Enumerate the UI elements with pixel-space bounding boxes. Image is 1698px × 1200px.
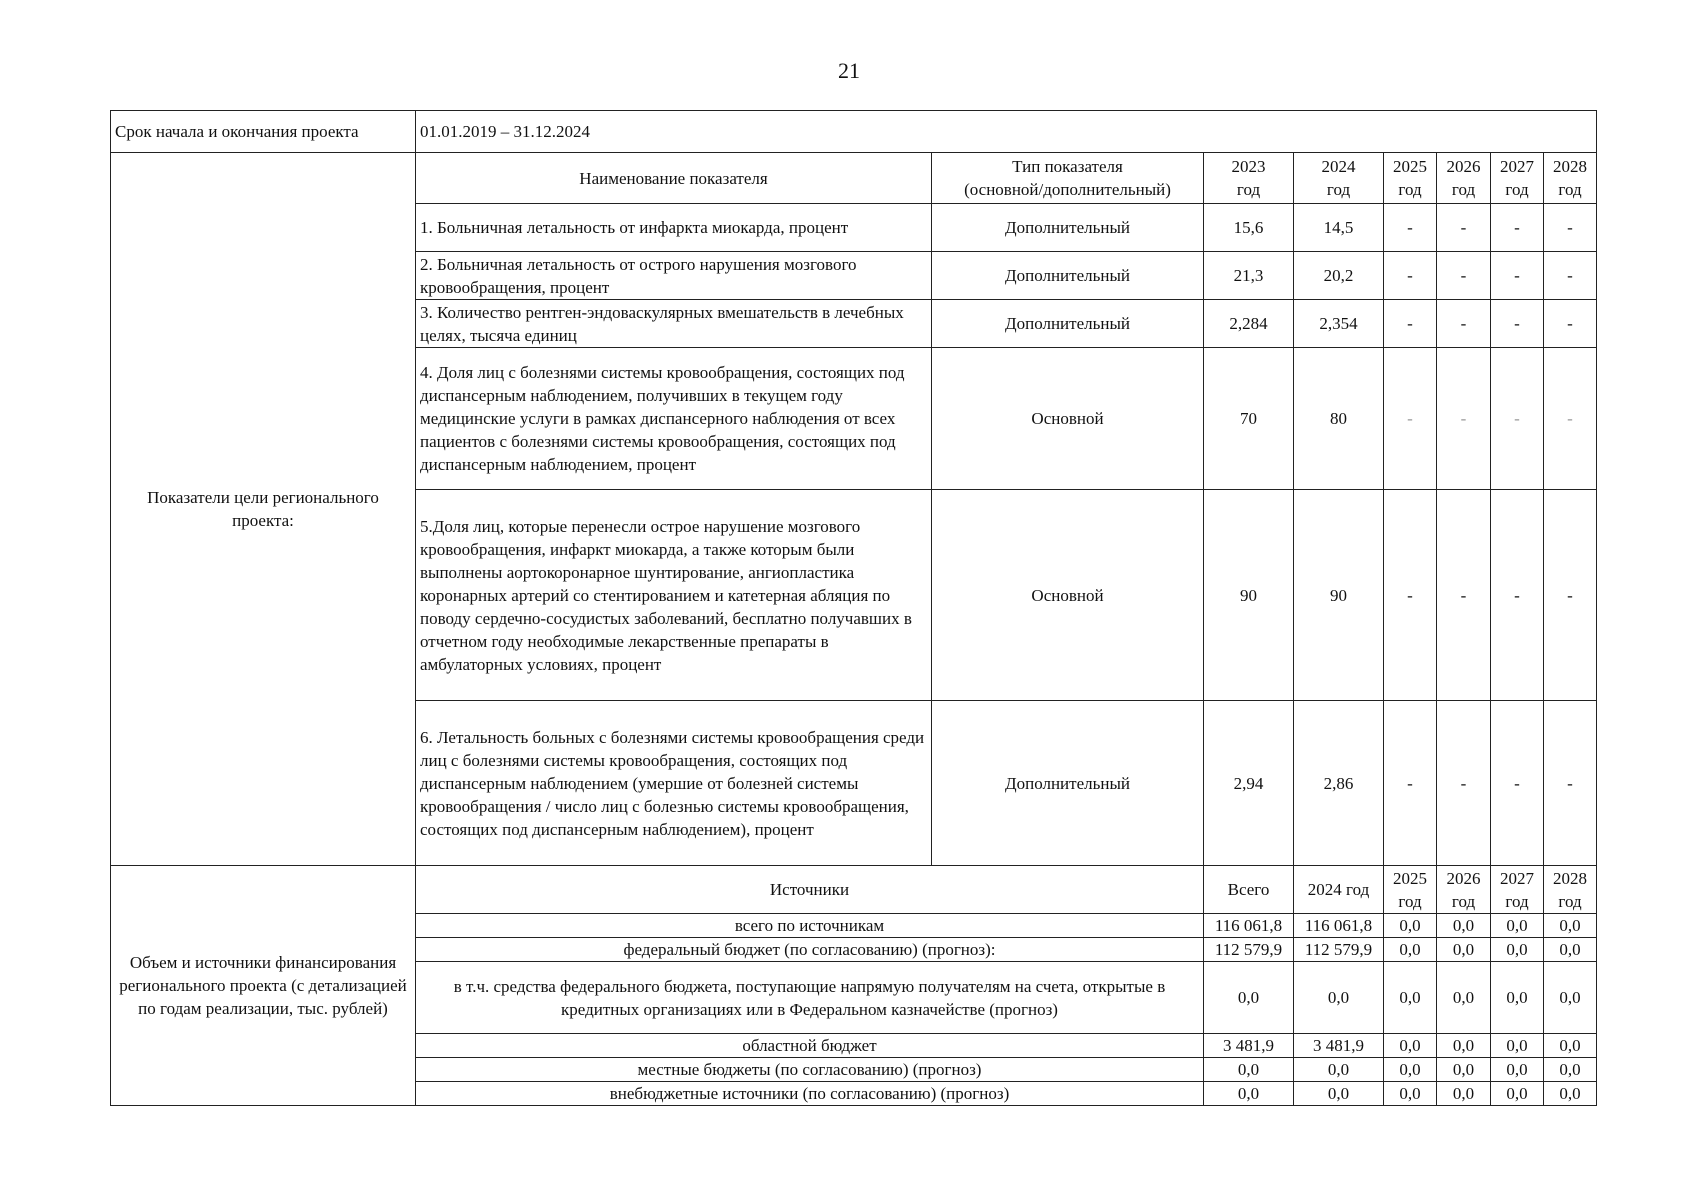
indicator-value: - [1437, 252, 1491, 300]
indicator-type: Дополнительный [932, 252, 1204, 300]
indicator-name: 1. Больничная летальность от инфаркта миокарда, процент [416, 204, 932, 252]
indicator-value: 20,2 [1294, 252, 1384, 300]
type-header-line1: Тип показателя [1012, 157, 1123, 176]
funding-value: 0,0 [1491, 1034, 1544, 1058]
indicator-value: - [1491, 348, 1544, 490]
funding-value: 112 579,9 [1294, 938, 1384, 962]
indicator-type: Основной [932, 348, 1204, 490]
indicator-value: - [1491, 204, 1544, 252]
indicator-name: 6. Летальность больных с болезнями системы кровообращения среди лиц с болезнями системы кровообращения, состоящих под диспансерным наблюдением (умершие от болезней системы кровообращения / число лиц с болезнью системы кровообращения, состоящих под диспансерным наблюдением), процент [416, 701, 932, 866]
page-number: 21 [838, 58, 860, 83]
funding-value: 0,0 [1544, 938, 1597, 962]
indicator-value: - [1544, 300, 1597, 348]
indicator-name: 2. Больничная летальность от острого нарушения мозгового кровообращения, процент [416, 252, 932, 300]
funding-value: 0,0 [1437, 962, 1491, 1034]
indicator-type: Дополнительный [932, 204, 1204, 252]
indicators-header-row [111, 153, 1597, 204]
indicator-value: - [1437, 490, 1491, 701]
indicator-value: - [1491, 701, 1544, 866]
indicator-value: - [1384, 701, 1437, 866]
indicator-value: - [1437, 348, 1491, 490]
funding-source: внебюджетные источники (по согласованию) (прогноз) [416, 1082, 1204, 1106]
indicator-value: 70 [1204, 348, 1294, 490]
funding-value: 0,0 [1204, 962, 1294, 1034]
indicator-type: Дополнительный [932, 701, 1204, 866]
funding-value: 112 579,9 [1204, 938, 1294, 962]
funding-source: всего по источникам [416, 914, 1204, 938]
indicator-type: Дополнительный [932, 300, 1204, 348]
indicator-name: 4. Доля лиц с болезнями системы кровообращения, состоящих под диспансерным наблюдением, получивших в текущем году медицинские услуги в рамках диспансерного наблюдения от всех пациентов с болезнями системы кровообращения, состоящих под диспансерным наблюдением, процент [416, 348, 932, 490]
indicator-value: 21,3 [1204, 252, 1294, 300]
funding-value: 0,0 [1294, 962, 1384, 1034]
indicator-value: - [1437, 300, 1491, 348]
indicator-type-header [932, 153, 1204, 204]
indicator-value: - [1384, 490, 1437, 701]
indicator-value: - [1384, 348, 1437, 490]
indicator-value: - [1384, 300, 1437, 348]
year-header-2023: 2023 год [1204, 153, 1294, 204]
funding-value: 0,0 [1544, 962, 1597, 1034]
indicator-value: - [1544, 701, 1597, 866]
funding-value: 0,0 [1491, 1058, 1544, 1082]
indicator-value: 2,86 [1294, 701, 1384, 866]
funding-header-row [111, 866, 1597, 914]
funding-year-header-2025: 2025 год [1384, 866, 1437, 914]
funding-value: 0,0 [1384, 962, 1437, 1034]
indicator-name-header: Наименование показателя [416, 153, 932, 204]
funding-value: 0,0 [1437, 1034, 1491, 1058]
funding-value: 0,0 [1294, 1058, 1384, 1082]
funding-value: 3 481,9 [1294, 1034, 1384, 1058]
term-label: Срок начала и окончания проекта [111, 111, 416, 153]
indicator-value: - [1491, 300, 1544, 348]
funding-value: 0,0 [1437, 914, 1491, 938]
funding-value: 0,0 [1384, 1034, 1437, 1058]
indicator-value: 80 [1294, 348, 1384, 490]
funding-value: 0,0 [1204, 1058, 1294, 1082]
funding-value: 0,0 [1437, 1058, 1491, 1082]
indicator-name: 3. Количество рентген-эндоваскулярных вмешательств в лечебных целях, тысяча единиц [416, 300, 932, 348]
funding-value: 0,0 [1544, 1058, 1597, 1082]
funding-source: местные бюджеты (по согласованию) (прогноз) [416, 1058, 1204, 1082]
funding-value: 0,0 [1437, 938, 1491, 962]
indicators-section-label: Показатели цели регионального проекта: [111, 153, 416, 866]
indicator-name: 5.Доля лиц, которые перенесли острое нарушение мозгового кровообращения, инфаркт миокарда, а также которым были выполнены аортокоронарное шунтирование, ангиопластика коронарных артерий со стентированием и катетерная абляция по поводу сердечно-сосудистых заболеваний, бесплатно получавших в отчетном году необходимые лекарственные препараты в амбулаторных условиях, процент [416, 490, 932, 701]
funding-value: 0,0 [1384, 938, 1437, 962]
funding-year-header-2027: 2027 год [1491, 866, 1544, 914]
indicator-value: 2,354 [1294, 300, 1384, 348]
funding-year-header-2026: 2026 год [1437, 866, 1491, 914]
funding-value: 3 481,9 [1204, 1034, 1294, 1058]
term-row [111, 111, 1597, 153]
year-header-2027: 2027 год [1491, 153, 1544, 204]
indicator-type: Основной [932, 490, 1204, 701]
indicator-value: - [1544, 490, 1597, 701]
indicator-value: - [1544, 348, 1597, 490]
funding-value: 0,0 [1384, 1082, 1437, 1106]
indicator-value: - [1491, 490, 1544, 701]
funding-value: 116 061,8 [1204, 914, 1294, 938]
funding-year-header-2028: 2028 год [1544, 866, 1597, 914]
total-header: Всего [1204, 866, 1294, 914]
term-value: 01.01.2019 – 31.12.2024 [416, 111, 1597, 153]
indicator-value: - [1437, 701, 1491, 866]
funding-value: 0,0 [1294, 1082, 1384, 1106]
funding-value: 0,0 [1491, 1082, 1544, 1106]
funding-source: в т.ч. средства федерального бюджета, поступающие напрямую получателям на счета, открытые в кредитных организациях или в Федеральном казначействе (прогноз) [416, 962, 1204, 1034]
year-header-2025: 2025 год [1384, 153, 1437, 204]
funding-value: 0,0 [1544, 1034, 1597, 1058]
indicator-value: - [1384, 204, 1437, 252]
funding-value: 0,0 [1544, 1082, 1597, 1106]
indicator-value: - [1544, 252, 1597, 300]
indicator-value: 15,6 [1204, 204, 1294, 252]
funding-value: 0,0 [1491, 962, 1544, 1034]
indicator-value: 2,284 [1204, 300, 1294, 348]
funding-source: областной бюджет [416, 1034, 1204, 1058]
indicator-value: 14,5 [1294, 204, 1384, 252]
funding-source: федеральный бюджет (по согласованию) (прогноз): [416, 938, 1204, 962]
indicator-value: - [1491, 252, 1544, 300]
sources-header: Источники [416, 866, 1204, 914]
funding-value: 0,0 [1544, 914, 1597, 938]
year-header-2028: 2028 год [1544, 153, 1597, 204]
year-header-2026: 2026 год [1437, 153, 1491, 204]
project-passport-table [110, 110, 1597, 1106]
indicator-value: 90 [1204, 490, 1294, 701]
year-2024-header: 2024 год [1294, 866, 1384, 914]
funding-value: 0,0 [1491, 914, 1544, 938]
funding-value: 0,0 [1204, 1082, 1294, 1106]
funding-section-label: Объем и источники финансирования регионального проекта (с детализацией по годам реализации, тыс. рублей) [111, 866, 416, 1106]
funding-value: 116 061,8 [1294, 914, 1384, 938]
funding-value: 0,0 [1491, 938, 1544, 962]
funding-value: 0,0 [1384, 914, 1437, 938]
indicator-value: 2,94 [1204, 701, 1294, 866]
indicator-value: 90 [1294, 490, 1384, 701]
indicator-value: - [1384, 252, 1437, 300]
type-header-line2: (основной/дополнительный) [964, 180, 1171, 199]
indicator-value: - [1437, 204, 1491, 252]
year-header-2024: 2024 год [1294, 153, 1384, 204]
indicator-value: - [1544, 204, 1597, 252]
funding-value: 0,0 [1384, 1058, 1437, 1082]
funding-value: 0,0 [1437, 1082, 1491, 1106]
